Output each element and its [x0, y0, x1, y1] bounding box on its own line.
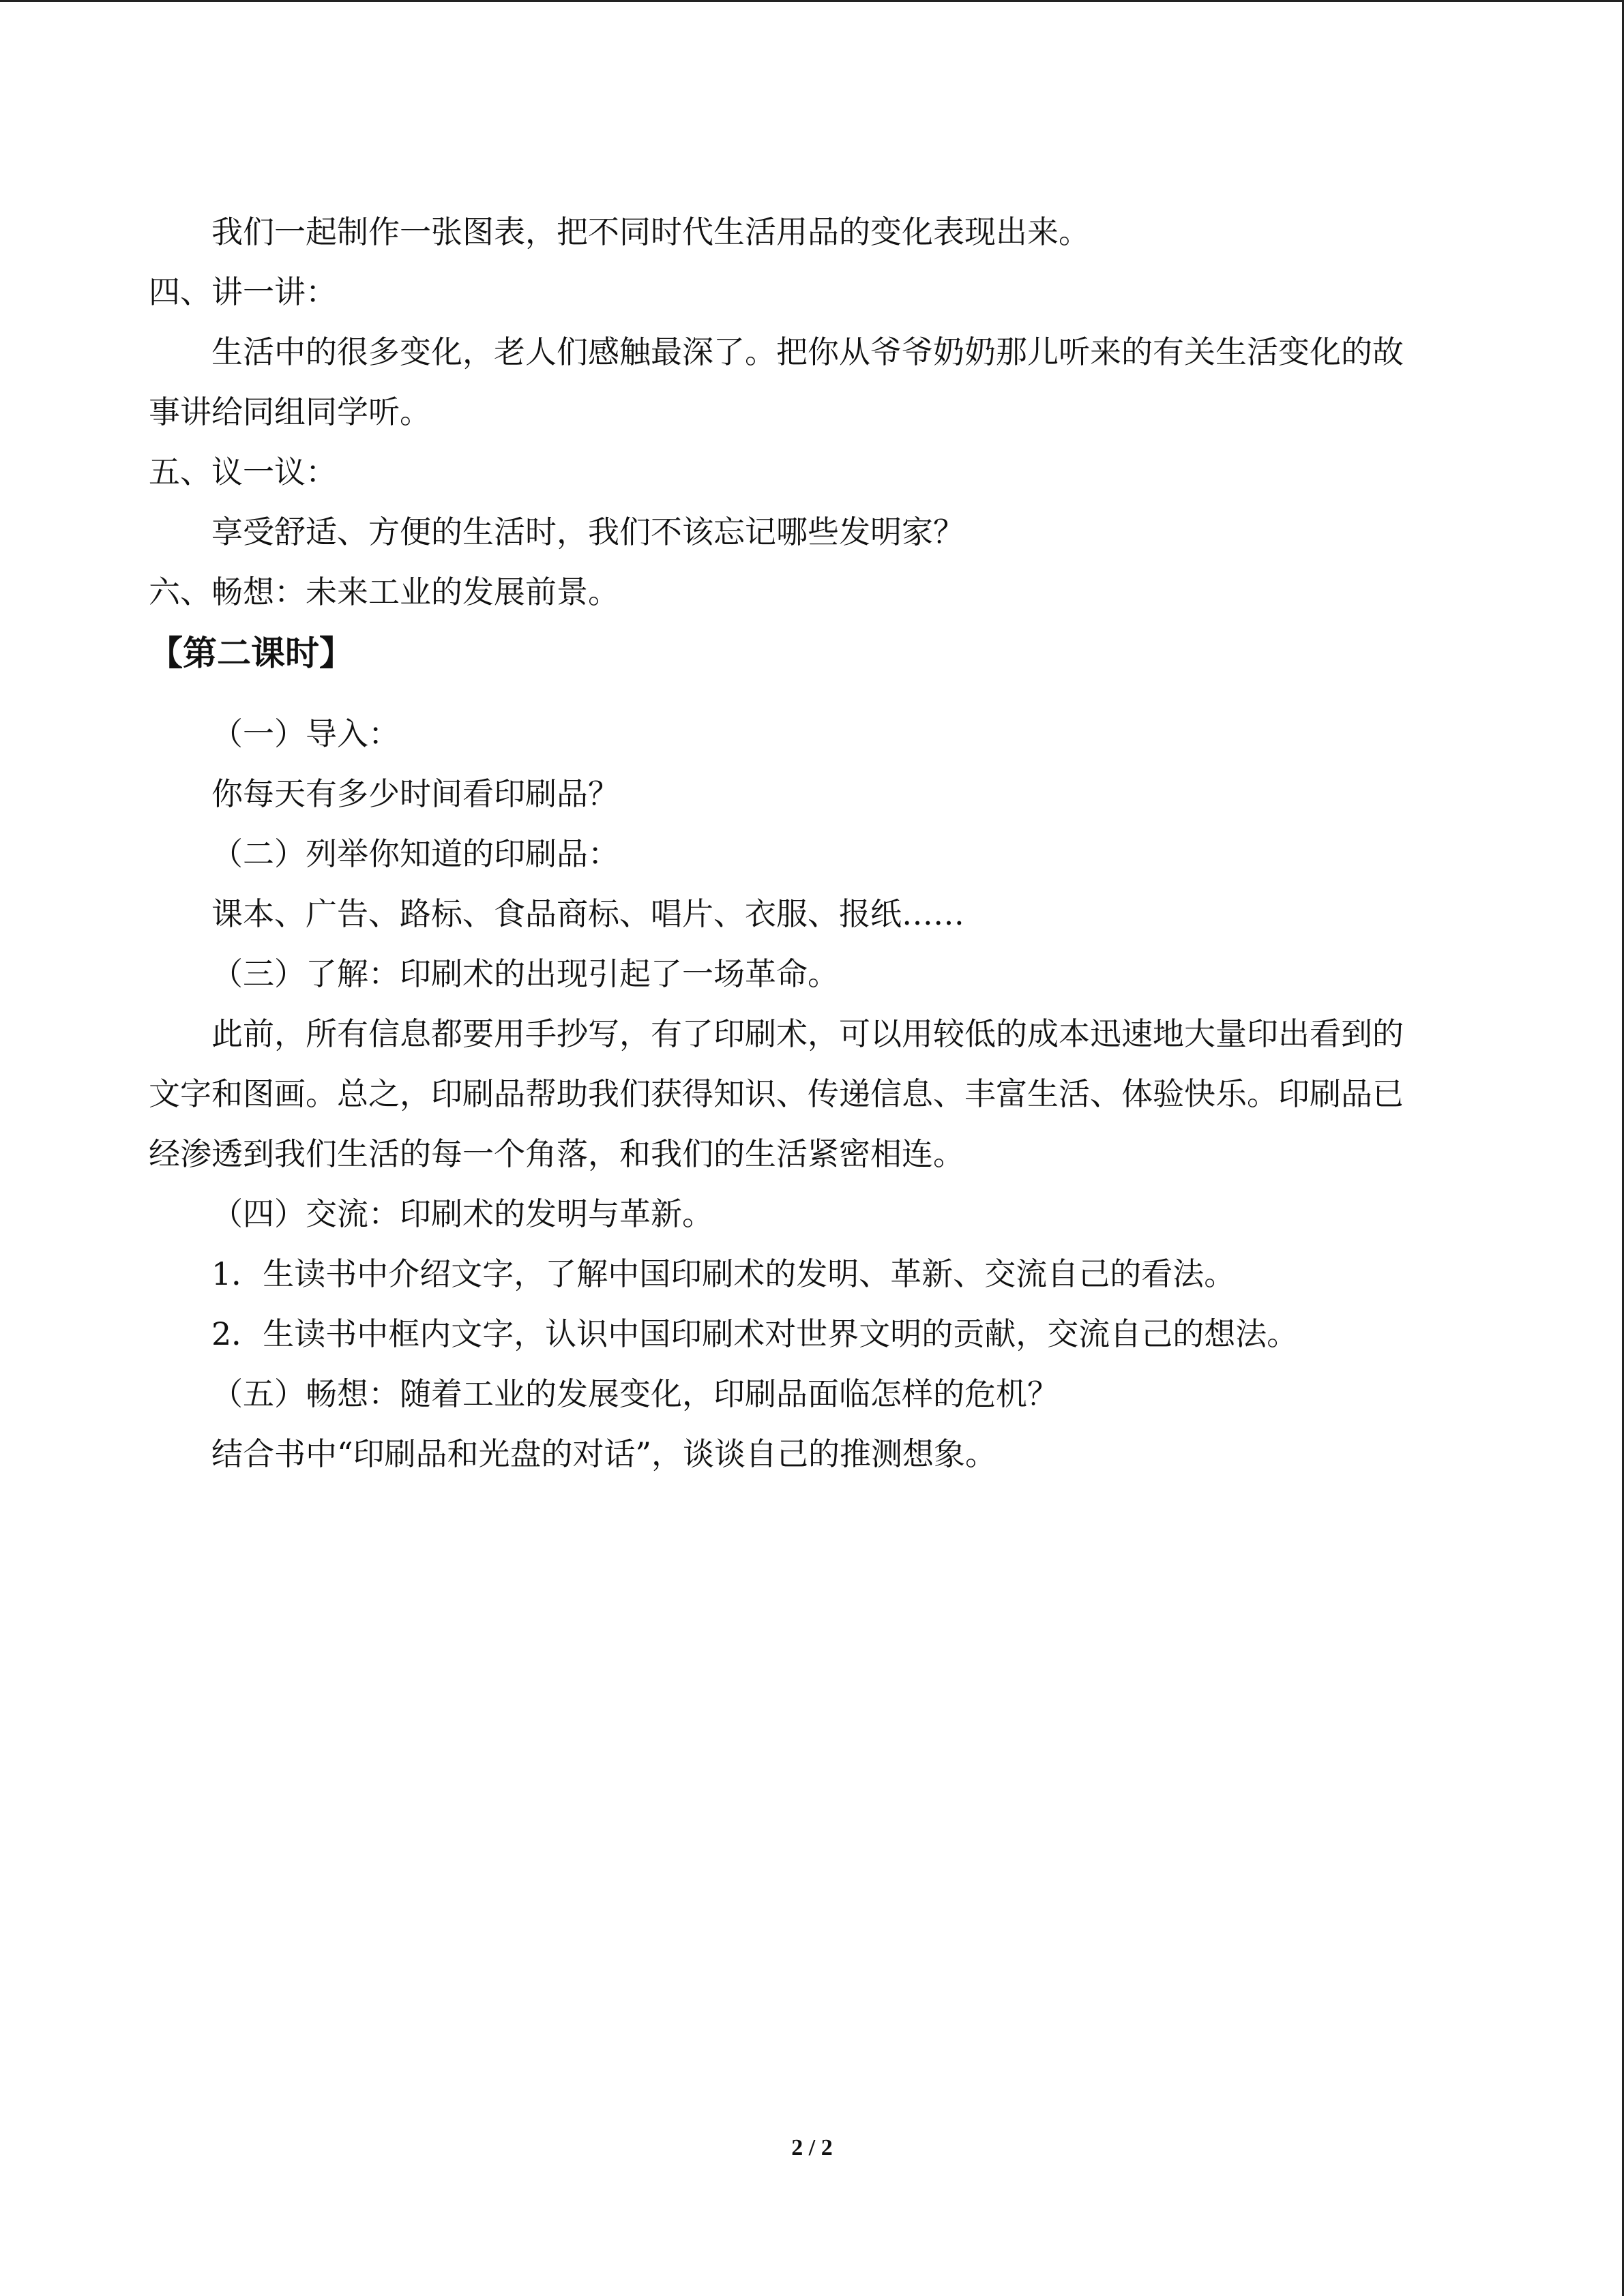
- paragraph-inventors: 享受舒适、方便的生活时，我们不该忘记哪些发明家？: [211, 513, 964, 550]
- paragraph-dialogue: 结合书中“印刷品和光盘的对话”，谈谈自己的推测想象。: [211, 1435, 997, 1472]
- exchange-item-2: 2．生读书中框内文字，认识中国印刷术对世界文明的贡献，交流自己的想法。: [211, 1315, 1299, 1352]
- heading-discuss: 五、议一议：: [149, 453, 337, 490]
- paragraph-chart-activity: 我们一起制作一张图表，把不同时代生活用品的变化表现出来。: [211, 213, 1090, 250]
- paragraph-printing-revolution-2: 文字和图画。总之，印刷品帮助我们获得知识、传递信息、丰富生活、体验快乐。印刷品已: [149, 1075, 1404, 1112]
- exchange-item-1: 1．生读书中介绍文字，了解中国印刷术的发明、革新、交流自己的看法。: [211, 1255, 1236, 1292]
- print-examples: 课本、广告、路标、食品商标、唱片、衣服、报纸……: [211, 895, 964, 932]
- step-exchange: （四）交流：印刷术的发明与革新。: [211, 1195, 713, 1232]
- paragraph-elder-stories-1: 生活中的很多变化，老人们感触最深了。把你从爷爷奶奶那儿听来的有关生活变化的故: [211, 333, 1404, 370]
- question-reading-time: 你每天有多少时间看印刷品？: [211, 775, 619, 812]
- step-understand: （三）了解：印刷术的出现引起了一场革命。: [211, 955, 839, 992]
- step-introduction: （一）导入：: [211, 715, 400, 752]
- paragraph-printing-revolution-1: 此前，所有信息都要用手抄写，有了印刷术，可以用较低的成本迅速地大量印出看到的: [211, 1015, 1404, 1052]
- step-list-prints: （二）列举你知道的印刷品：: [211, 835, 619, 872]
- paragraph-printing-revolution-3: 经渗透到我们生活的每一个角落，和我们的生活紧密相连。: [149, 1135, 964, 1172]
- heading-imagine-future: 六、畅想：未来工业的发展前景。: [149, 573, 619, 610]
- section-heading-second-lesson: 【第二课时】: [149, 633, 353, 673]
- page-number: 2 / 2: [791, 2135, 833, 2160]
- paragraph-elder-stories-2: 事讲给同组同学听。: [149, 393, 431, 430]
- document-body: [149, 211, 1458, 1493]
- step-imagine: （五）畅想：随着工业的发展变化，印刷品面临怎样的危机？: [211, 1375, 1059, 1412]
- heading-tell: 四、讲一讲：: [149, 273, 337, 310]
